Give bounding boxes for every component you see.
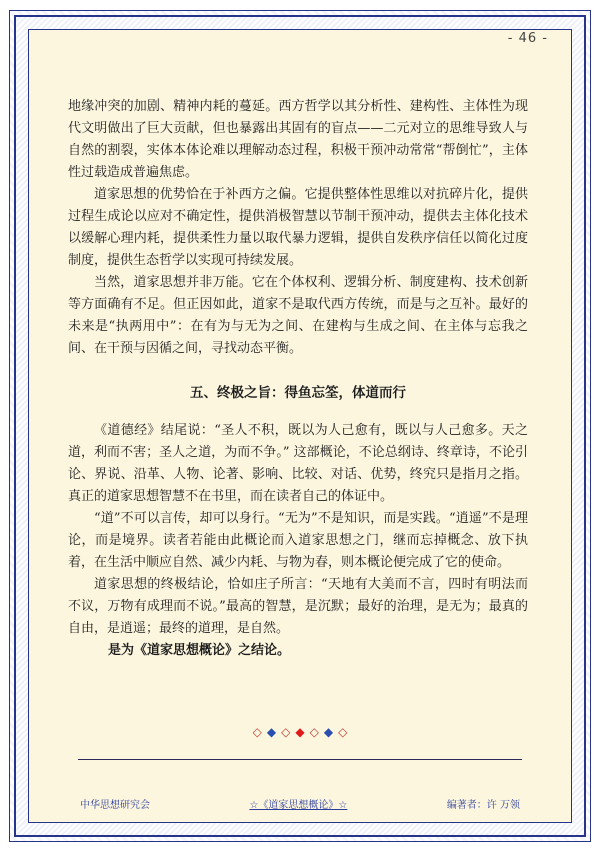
paragraph: 道家思想的终极结论，恰如庄子所言：“天地有大美而不言，四时有明法而不议，万物有成理而不说。”最高的智慧，是沉默；最好的治理，是无为；最真的自由，是逍遥；最终的道理，是自然。 <box>68 577 528 636</box>
footer-divider <box>78 759 522 760</box>
paragraph: “道”不可以言传，却可以身行。“无为”不是知识，而是实践。“逍遥”不是理论，而是境界。读者若能由此概论而入道家思想之门，继而忘掉概念、放下执着，在生活中顺应自然、减少内耗、与物为春，则本概论便完成了它的使命。 <box>68 511 528 570</box>
footer-author: 编著者：许 万领 <box>446 800 520 811</box>
paragraph: 道家思想的优势恰在于补西方之偏。它提供整体性思维以对抗碎片化，提供过程生成论以应对不确定性，提供消极智慧以节制干预冲动，提供去主体化技术以缓解心理内耗，提供柔性力量以取代暴力逻辑，提供自发秩序信任以简化过度制度，提供生态哲学以实现可持续发展。 <box>68 187 528 268</box>
footer-organization: 中华思想研究会 <box>80 800 150 811</box>
page-number: - 46 - <box>507 31 548 46</box>
diamond-filled-icon: ◆ <box>295 725 305 739</box>
diamond-outline-icon: ◇ <box>252 725 262 739</box>
paragraph: 地缘冲突的加剧、精神内耗的蔓延。西方哲学以其分析性、建构性、主体性为现代文明做出了巨大贡献，但也暴露出其固有的盲点——二元对立的思维导致人与自然的割裂，实体本体论难以理解动态过程，积极干预冲动常常“帮倒忙”，主体性过载造成普遍焦虑。 <box>68 99 528 180</box>
article-body <box>68 96 528 662</box>
paragraph: 当然，道家思想并非万能。它在个体权利、逻辑分析、制度建构、技术创新等方面确有不足。但正因如此，道家不是取代西方传统，而是与之互补。最好的未来是“执两用中”：在有为与无为之间、在建构与生成之间、在主体与忘我之间、在干预与因循之间，寻找动态平衡。 <box>68 275 528 356</box>
diamond-ornament <box>0 725 600 739</box>
paragraph: 《道德经》结尾说：“圣人不积，既以为人己愈有，既以与人己愈多。天之道，利而不害；圣人之道，为而不争。” 这部概论，不论总纲诗、终章诗，不论引论、界说、沿革、人物、论著、影响、比较、对话、优势，终究只是指月之指。真正的道家思想智慧不在书里，而在读者自己的体证中。 <box>68 423 528 504</box>
conclusion-line: 是为《道家思想概论》之结论。 <box>108 643 291 658</box>
footer <box>80 796 520 811</box>
section-heading: 五、终极之旨：得鱼忘筌，体道而行 <box>190 385 406 401</box>
footer-book-title[interactable]: ☆《道家思想概论》☆ <box>249 800 348 811</box>
diamond-filled-icon: ◆ <box>323 725 334 739</box>
diamond-filled-icon: ◆ <box>266 725 277 739</box>
diamond-outline-icon: ◇ <box>338 725 348 739</box>
diamond-outline-icon: ◇ <box>281 725 291 739</box>
diamond-outline-icon: ◇ <box>309 725 319 739</box>
